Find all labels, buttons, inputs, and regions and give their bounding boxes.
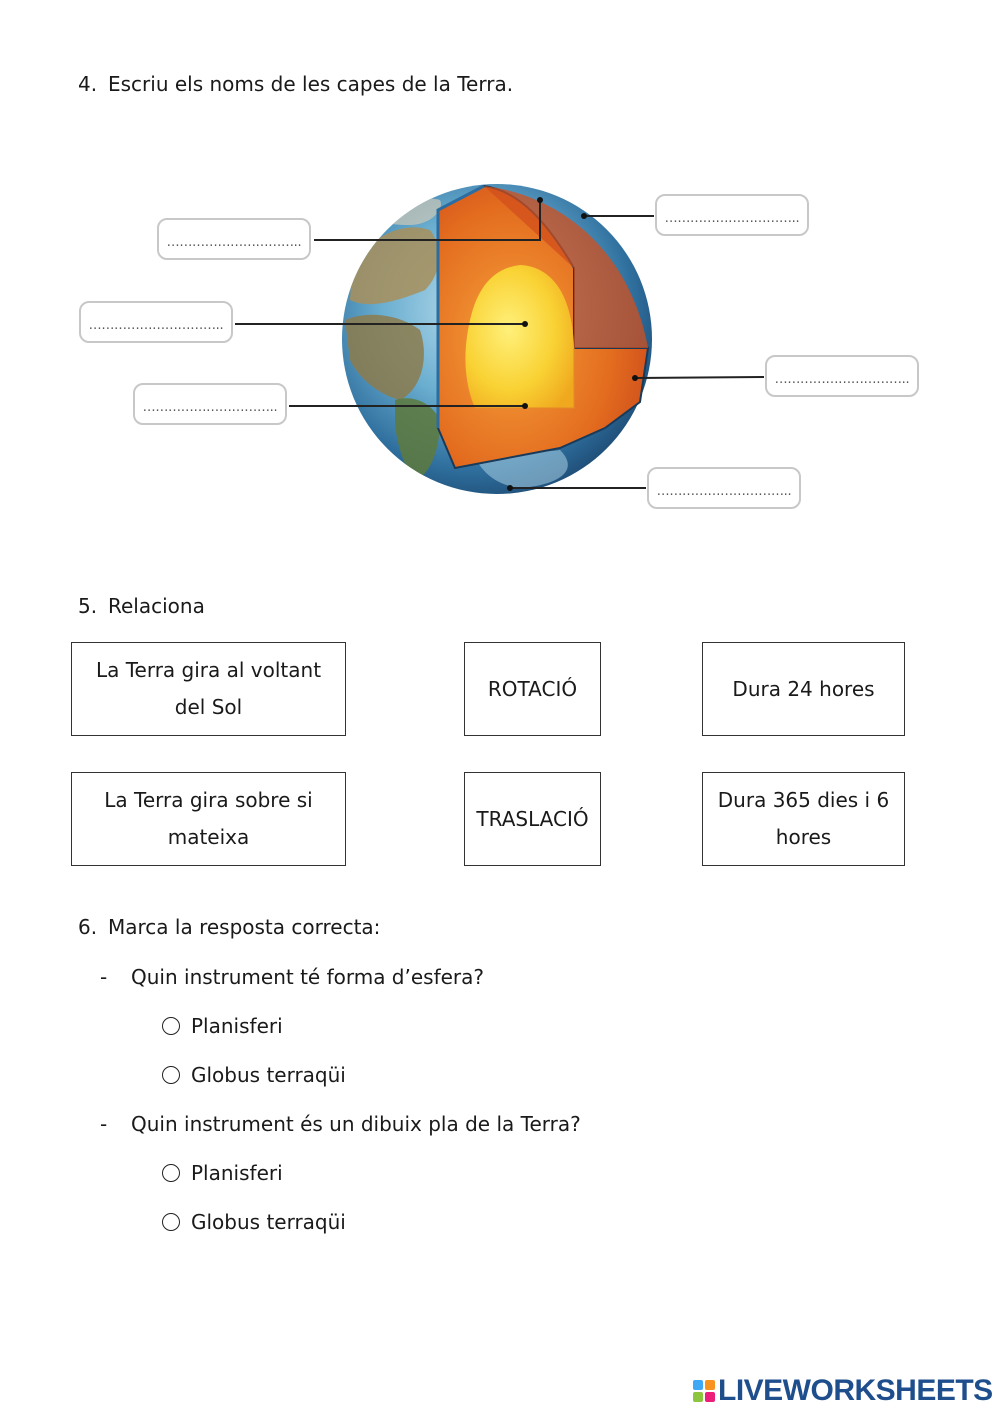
match-box-statement[interactable]: La Terra gira sobre si mateixa [71, 772, 346, 866]
question-number: 5. [78, 594, 98, 618]
layer-answer-box[interactable]: ………………………….. [157, 218, 311, 260]
mc-option-label: Planisferi [191, 1161, 283, 1185]
list-dash: - [100, 965, 108, 989]
mc-question-2 [100, 1112, 581, 1136]
match-box-movement[interactable]: ROTACIÓ [464, 642, 601, 736]
match-box-duration[interactable]: Dura 24 hores [702, 642, 905, 736]
mc-option[interactable] [162, 1063, 346, 1087]
logo-square [705, 1392, 715, 1402]
radio-circle-icon[interactable] [162, 1213, 180, 1231]
logo-square [693, 1392, 703, 1402]
question-text: Marca la resposta correcta: [108, 915, 381, 939]
layer-answer-box[interactable]: ………………………….. [133, 383, 287, 425]
liveworksheets-logo [693, 1374, 993, 1408]
mc-option-label: Globus terraqüi [191, 1063, 346, 1087]
mc-option-label: Planisferi [191, 1014, 283, 1038]
match-box-movement[interactable]: TRASLACIÓ [464, 772, 601, 866]
question-5-heading [78, 594, 205, 618]
logo-text: LIVEWORKSHEETS [718, 1374, 993, 1407]
question-number: 6. [78, 915, 98, 939]
logo-square [705, 1380, 715, 1390]
radio-circle-icon[interactable] [162, 1066, 180, 1084]
mc-option-label: Globus terraqüi [191, 1210, 346, 1234]
radio-circle-icon[interactable] [162, 1164, 180, 1182]
mc-question-text: Quin instrument és un dibuix pla de la Terra? [131, 1112, 581, 1136]
question-4-heading [78, 72, 513, 96]
mc-option[interactable] [162, 1014, 283, 1038]
list-dash: - [100, 1112, 108, 1136]
mc-question-text: Quin instrument té forma d’esfera? [131, 965, 485, 989]
question-number: 4. [78, 72, 98, 96]
logo-mark-icon [693, 1380, 715, 1402]
mc-option[interactable] [162, 1210, 346, 1234]
mc-question-1 [100, 965, 484, 989]
layer-answer-box[interactable]: ………………………….. [655, 194, 809, 236]
logo-square [693, 1380, 703, 1390]
layer-answer-box[interactable]: ………………………….. [647, 467, 801, 509]
question-text: Escriu els noms de les capes de la Terra. [108, 72, 514, 96]
question-text: Relaciona [108, 594, 205, 618]
layer-answer-box[interactable]: ………………………….. [79, 301, 233, 343]
layer-answer-box[interactable]: ………………………….. [765, 355, 919, 397]
mc-option[interactable] [162, 1161, 283, 1185]
question-6-heading [78, 915, 380, 939]
match-box-statement[interactable]: La Terra gira al voltant del Sol [71, 642, 346, 736]
match-box-duration[interactable]: Dura 365 dies i 6 hores [702, 772, 905, 866]
radio-circle-icon[interactable] [162, 1017, 180, 1035]
